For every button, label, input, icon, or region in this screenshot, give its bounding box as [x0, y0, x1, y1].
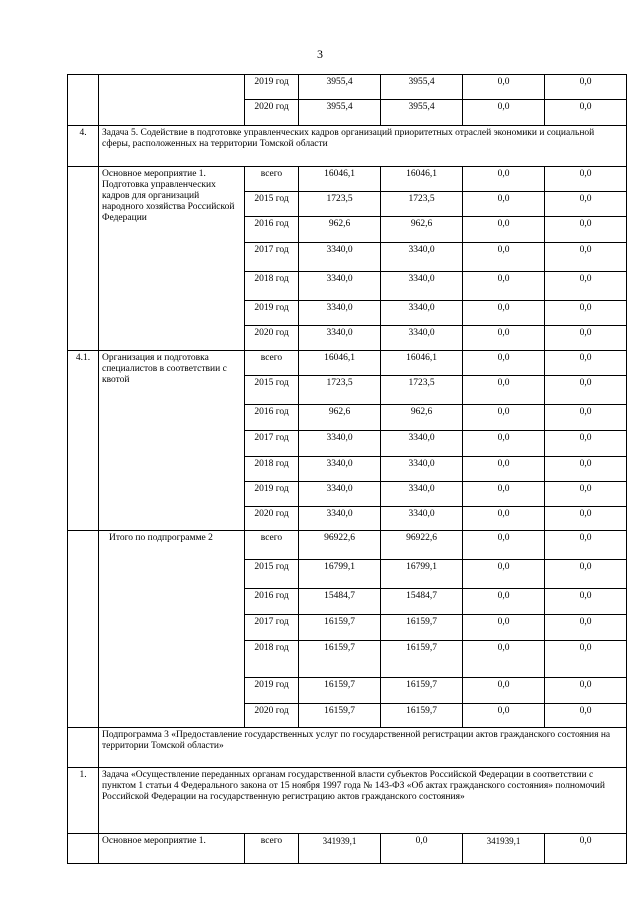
other-cell: 0,0	[545, 75, 627, 100]
federal-cell: 0,0	[463, 457, 545, 482]
total-cell: 3340,0	[299, 243, 381, 272]
table-row	[68, 531, 627, 560]
year-cell: 2015 год	[245, 376, 299, 405]
year-cell: всего	[245, 531, 299, 560]
table-row	[68, 351, 627, 376]
task-row	[68, 126, 627, 167]
total-cell: 341939,1	[299, 834, 381, 864]
year-cell: всего	[245, 351, 299, 376]
other-cell: 0,0	[545, 100, 627, 126]
total-cell: 15484,7	[299, 589, 381, 615]
other-cell: 0,0	[545, 457, 627, 482]
federal-cell: 0,0	[463, 272, 545, 301]
other-cell: 0,0	[545, 678, 627, 704]
total-cell: 16046,1	[299, 167, 381, 192]
other-cell: 0,0	[545, 376, 627, 405]
number-cell	[68, 167, 99, 351]
total-cell: 962,6	[299, 217, 381, 243]
federal-cell: 0,0	[463, 482, 545, 507]
year-cell: 2015 год	[245, 192, 299, 217]
regional-cell: 3340,0	[381, 457, 463, 482]
total-cell: 3340,0	[299, 326, 381, 351]
total-cell: 962,6	[299, 405, 381, 431]
regional-cell: 3340,0	[381, 482, 463, 507]
subprogram-title: Подпрограмма 3 «Предоставление государственных услуг по государственной регистрации актов гражданского состояния на территории Томской области»	[99, 728, 627, 768]
other-cell: 0,0	[545, 482, 627, 507]
year-cell: 2017 год	[245, 615, 299, 641]
regional-cell: 16799,1	[381, 560, 463, 589]
total-cell: 16799,1	[299, 560, 381, 589]
regional-cell: 1723,5	[381, 376, 463, 405]
total-cell: 16159,7	[299, 678, 381, 704]
other-cell: 0,0	[545, 531, 627, 560]
federal-cell: 0,0	[463, 431, 545, 457]
year-cell: всего	[245, 167, 299, 192]
other-cell: 0,0	[545, 272, 627, 301]
regional-cell: 15484,7	[381, 589, 463, 615]
regional-cell: 962,6	[381, 405, 463, 431]
total-cell: 3955,4	[299, 75, 381, 100]
year-cell: 2018 год	[245, 641, 299, 678]
regional-cell: 3340,0	[381, 272, 463, 301]
other-cell: 0,0	[545, 217, 627, 243]
regional-cell: 0,0	[381, 834, 463, 864]
federal-cell: 0,0	[463, 75, 545, 100]
total-cell: 16159,7	[299, 641, 381, 678]
regional-cell: 3340,0	[381, 431, 463, 457]
year-cell: 2015 год	[245, 560, 299, 589]
regional-cell: 3340,0	[381, 301, 463, 326]
other-cell: 0,0	[545, 243, 627, 272]
federal-cell: 0,0	[463, 100, 545, 126]
other-cell: 0,0	[545, 326, 627, 351]
regional-cell: 3340,0	[381, 243, 463, 272]
regional-cell: 3955,4	[381, 100, 463, 126]
task-number: 1.	[68, 768, 99, 834]
subprogram-total-label: Итого по подпрограмме 2	[99, 531, 245, 728]
regional-cell: 1723,5	[381, 192, 463, 217]
federal-cell: 0,0	[463, 243, 545, 272]
regional-cell: 96922,6	[381, 531, 463, 560]
total-cell: 16046,1	[299, 351, 381, 376]
year-cell: 2019 год	[245, 482, 299, 507]
total-cell: 3340,0	[299, 507, 381, 531]
task-number: 4.	[68, 126, 99, 167]
year-cell: 2016 год	[245, 217, 299, 243]
total-cell: 3340,0	[299, 431, 381, 457]
task-text: Задача 5. Содействие в подготовке управленческих кадров организаций приоритетных отраслей экономики и социальной сферы, расположенных на территории Томской области	[99, 126, 627, 167]
federal-cell: 0,0	[463, 615, 545, 641]
other-cell: 0,0	[545, 641, 627, 678]
federal-cell: 0,0	[463, 641, 545, 678]
federal-cell: 0,0	[463, 192, 545, 217]
budget-table	[67, 74, 627, 864]
regional-cell: 16159,7	[381, 704, 463, 728]
regional-cell: 16159,7	[381, 678, 463, 704]
federal-cell: 341939,1	[463, 834, 545, 864]
number-cell	[68, 75, 99, 126]
year-cell: 2019 год	[245, 301, 299, 326]
federal-cell: 0,0	[463, 531, 545, 560]
regional-cell: 16046,1	[381, 351, 463, 376]
activity-name: Основное мероприятие 1. Подготовка управленческих кадров для организаций народного хозяйства Российской Федерации	[99, 167, 245, 351]
subprogram-row	[68, 728, 627, 768]
number-cell	[68, 531, 99, 728]
table-row	[68, 834, 627, 864]
federal-cell: 0,0	[463, 301, 545, 326]
total-cell: 3340,0	[299, 482, 381, 507]
regional-cell: 962,6	[381, 217, 463, 243]
federal-cell: 0,0	[463, 376, 545, 405]
other-cell: 0,0	[545, 167, 627, 192]
total-cell: 3340,0	[299, 272, 381, 301]
table-row	[68, 75, 627, 100]
federal-cell: 0,0	[463, 678, 545, 704]
other-cell: 0,0	[545, 834, 627, 864]
other-cell: 0,0	[545, 507, 627, 531]
year-cell: 2018 год	[245, 272, 299, 301]
year-cell: 2020 год	[245, 704, 299, 728]
activity-name: Основное мероприятие 1.	[99, 834, 245, 864]
federal-cell: 0,0	[463, 405, 545, 431]
other-cell: 0,0	[545, 615, 627, 641]
task-text: Задача «Осуществление переданных органам государственной власти субъектов Российской Федерации в соответствии с пунктом 1 статьи 4 Федерального закона от 15 ноября 1997 года № 143-ФЗ «Об актах гражданского состояния» полномочий Российской Федерации на государственную регистрацию актов гражданского состояния»	[99, 768, 627, 834]
federal-cell: 0,0	[463, 507, 545, 531]
other-cell: 0,0	[545, 351, 627, 376]
year-cell: 2016 год	[245, 405, 299, 431]
year-cell: 2017 год	[245, 431, 299, 457]
other-cell: 0,0	[545, 589, 627, 615]
regional-cell: 3340,0	[381, 326, 463, 351]
regional-cell: 16046,1	[381, 167, 463, 192]
year-cell: 2019 год	[245, 75, 299, 100]
total-cell: 16159,7	[299, 704, 381, 728]
year-cell: 2019 год	[245, 678, 299, 704]
year-cell: всего	[245, 834, 299, 864]
federal-cell: 0,0	[463, 704, 545, 728]
federal-cell: 0,0	[463, 589, 545, 615]
total-cell: 1723,5	[299, 192, 381, 217]
regional-cell: 16159,7	[381, 615, 463, 641]
regional-cell: 16159,7	[381, 641, 463, 678]
regional-cell: 3955,4	[381, 75, 463, 100]
total-cell: 1723,5	[299, 376, 381, 405]
year-cell: 2018 год	[245, 457, 299, 482]
federal-cell: 0,0	[463, 560, 545, 589]
year-cell: 2020 год	[245, 326, 299, 351]
regional-cell: 3340,0	[381, 507, 463, 531]
item-number: 4.1.	[68, 351, 99, 531]
other-cell: 0,0	[545, 301, 627, 326]
total-cell: 96922,6	[299, 531, 381, 560]
total-cell: 3955,4	[299, 100, 381, 126]
year-cell: 2016 год	[245, 589, 299, 615]
other-cell: 0,0	[545, 560, 627, 589]
total-cell: 16159,7	[299, 615, 381, 641]
year-cell: 2020 год	[245, 100, 299, 126]
other-cell: 0,0	[545, 192, 627, 217]
task-row	[68, 768, 627, 834]
year-cell: 2020 год	[245, 507, 299, 531]
table-row	[68, 167, 627, 192]
total-cell: 3340,0	[299, 457, 381, 482]
federal-cell: 0,0	[463, 167, 545, 192]
page-number: 3	[317, 47, 323, 61]
federal-cell: 0,0	[463, 326, 545, 351]
total-cell: 3340,0	[299, 301, 381, 326]
number-cell	[68, 728, 99, 768]
other-cell: 0,0	[545, 431, 627, 457]
federal-cell: 0,0	[463, 351, 545, 376]
year-cell: 2017 год	[245, 243, 299, 272]
other-cell: 0,0	[545, 704, 627, 728]
item-name: Организация и подготовка специалистов в соответствии с квотой	[99, 351, 245, 531]
federal-cell: 0,0	[463, 217, 545, 243]
name-cell	[99, 75, 245, 126]
other-cell: 0,0	[545, 405, 627, 431]
number-cell	[68, 834, 99, 864]
